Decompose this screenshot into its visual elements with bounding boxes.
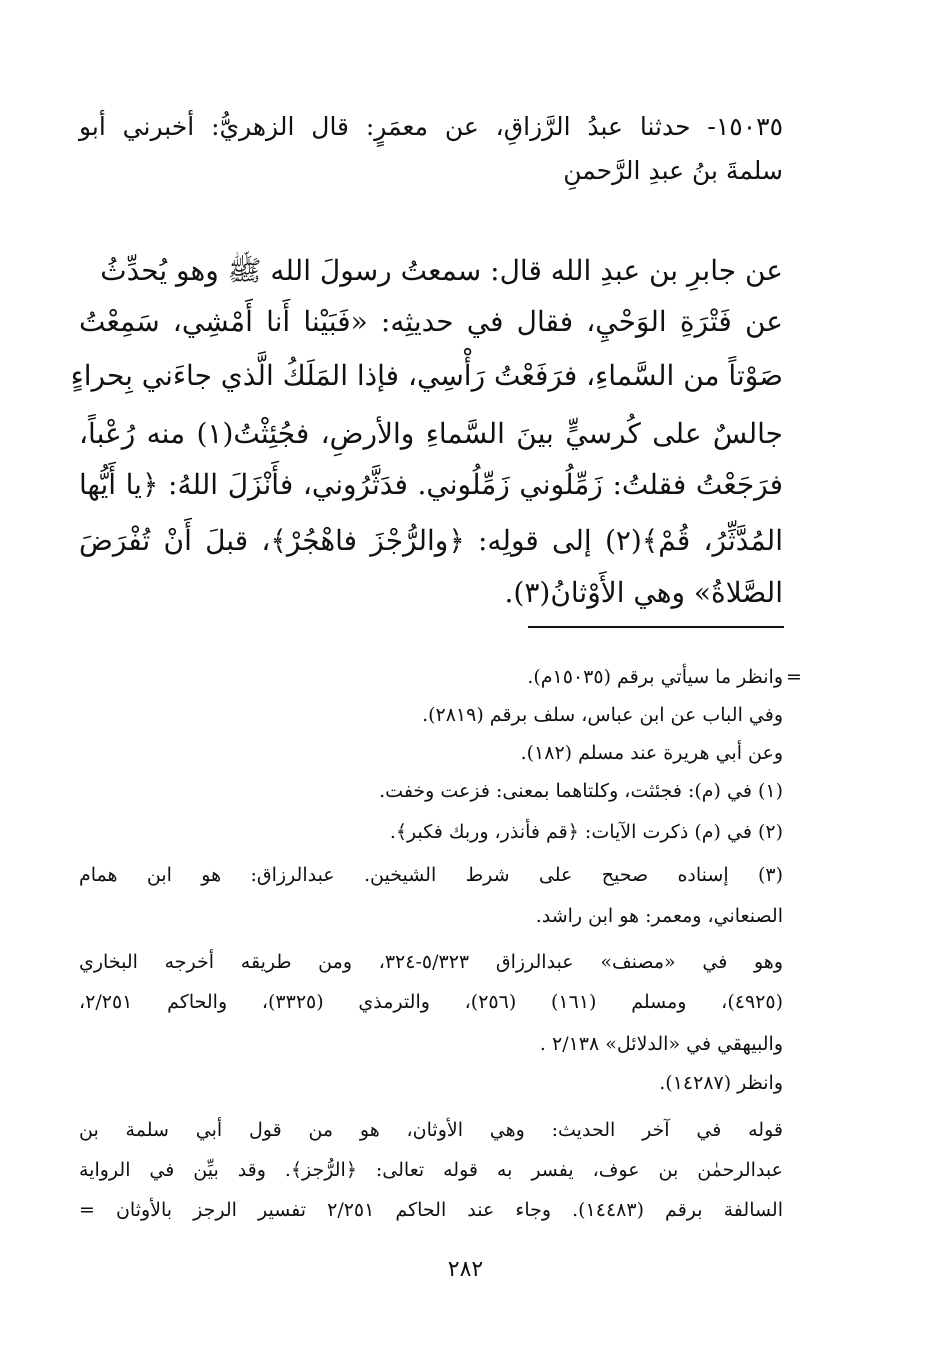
footnote-line-1: وانظر ما سيأتي برقم (١٥٠٣٥م).: [527, 666, 783, 688]
matn-line-6: المُدَّثِّرُ، قُمْ﴾(٢) إلى قولِه: ﴿والرُّجْزَ فاهْجُرْ﴾، قبلَ أَنْ تُفْرَضَ: [79, 524, 783, 557]
matn-line-4: جالسٌ على كُرسيٍّ بينَ السَّماءِ والأرضِ، فجُئِثْتُ(١) منه رُعْباً،: [79, 417, 783, 450]
footnote-3-cont-2: وهو في «مصنف» عبدالرزاق ٥/٣٢٣-٣٢٤، ومن طريقه أخرجه البخاري: [79, 951, 784, 973]
footnote-commentary-2: عبدالرحمٰن بن عوف، يفسر به قوله تعالى: ﴿الرُّجز﴾. وقد بيِّن في الرواية: [79, 1159, 783, 1181]
isnad-line-2: سلمةَ بنُ عبدِ الرَّحمنِ: [563, 156, 783, 185]
footnote-commentary-1: قوله في آخر الحديث: وهي الأوثان، هو من قول أبي سلمة بن: [79, 1119, 783, 1141]
matn-line-2: عن فَتْرَةِ الوَحْيِ، فقال في حديثِه: «فَبَيْنا أَنا أَمْشِي، سَمِعْتُ: [79, 305, 783, 338]
footnote-line-2: وفي الباب عن ابن عباس، سلف برقم (٢٨١٩).: [422, 704, 783, 726]
footnote-line-3: وعن أبي هريرة عند مسلم (١٨٢).: [520, 742, 783, 764]
isnad-line-1: ١٥٠٣٥- حدثنا عبدُ الرَّزاقِ، عن معمَرٍ: قال الزهريُّ: أخبرني أبو: [79, 112, 783, 141]
footnote-3-cont-5: وانظر (١٤٢٨٧).: [659, 1072, 783, 1094]
footnote-separator: [528, 626, 784, 628]
footnote-3-cont-4: والبيهقي في «الدلائل» ٢/١٣٨ .: [539, 1033, 783, 1055]
matn-line-3: صَوْتاً من السَّماءِ، فرَفَعْتُ رَأْسِي، فإذا المَلَكُ الَّذي جاءَني بِحراءٍ: [70, 359, 783, 392]
page-number: ٢٨٢: [447, 1257, 484, 1282]
footnote-2: (٢) في (م) ذكرت الآيات: ﴿قم فأنذر، وربك فكبر﴾.: [389, 821, 783, 843]
matn-line-1: عن جابرِ بن عبدِ الله قال: سمعتُ رسولَ الله ﷺ وهو يُحدِّثُ: [100, 254, 783, 287]
footnote-1: (١) في (م): فجئثت، وكلتاهما بمعنى: فزعت وخفت.: [379, 780, 783, 802]
matn-line-7: الصَّلاةُ» وهي الأَوْثانُ(٣).: [504, 576, 783, 609]
footnote-3-cont-3: (٤٩٢٥)، ومسلم (١٦١) (٢٥٦)، والترمذي (٣٣٢٥)، والحاكم ٢/٢٥١،: [79, 991, 783, 1013]
footnote-3-cont-1: الصنعاني، ومعمر: هو ابن راشد.: [535, 905, 783, 927]
footnote-3: (٣) إسناده صحيح على شرط الشيخين. عبدالرزاق: هو ابن همام: [79, 864, 783, 886]
footnote-commentary-3: السالفة برقم (١٤٤٨٣). وجاء عند الحاكم ٢/٢٥١ تفسير الرجز بالأوثان =: [79, 1199, 783, 1221]
matn-line-5: فرَجَعْتُ فقلتُ: زَمِّلُوني زَمِّلُوني. فدَثَّرُوني، فأَنْزَلَ اللهُ: ﴿يا أَيُّها: [79, 468, 783, 501]
footnote-continuation-marker: =: [786, 666, 802, 688]
